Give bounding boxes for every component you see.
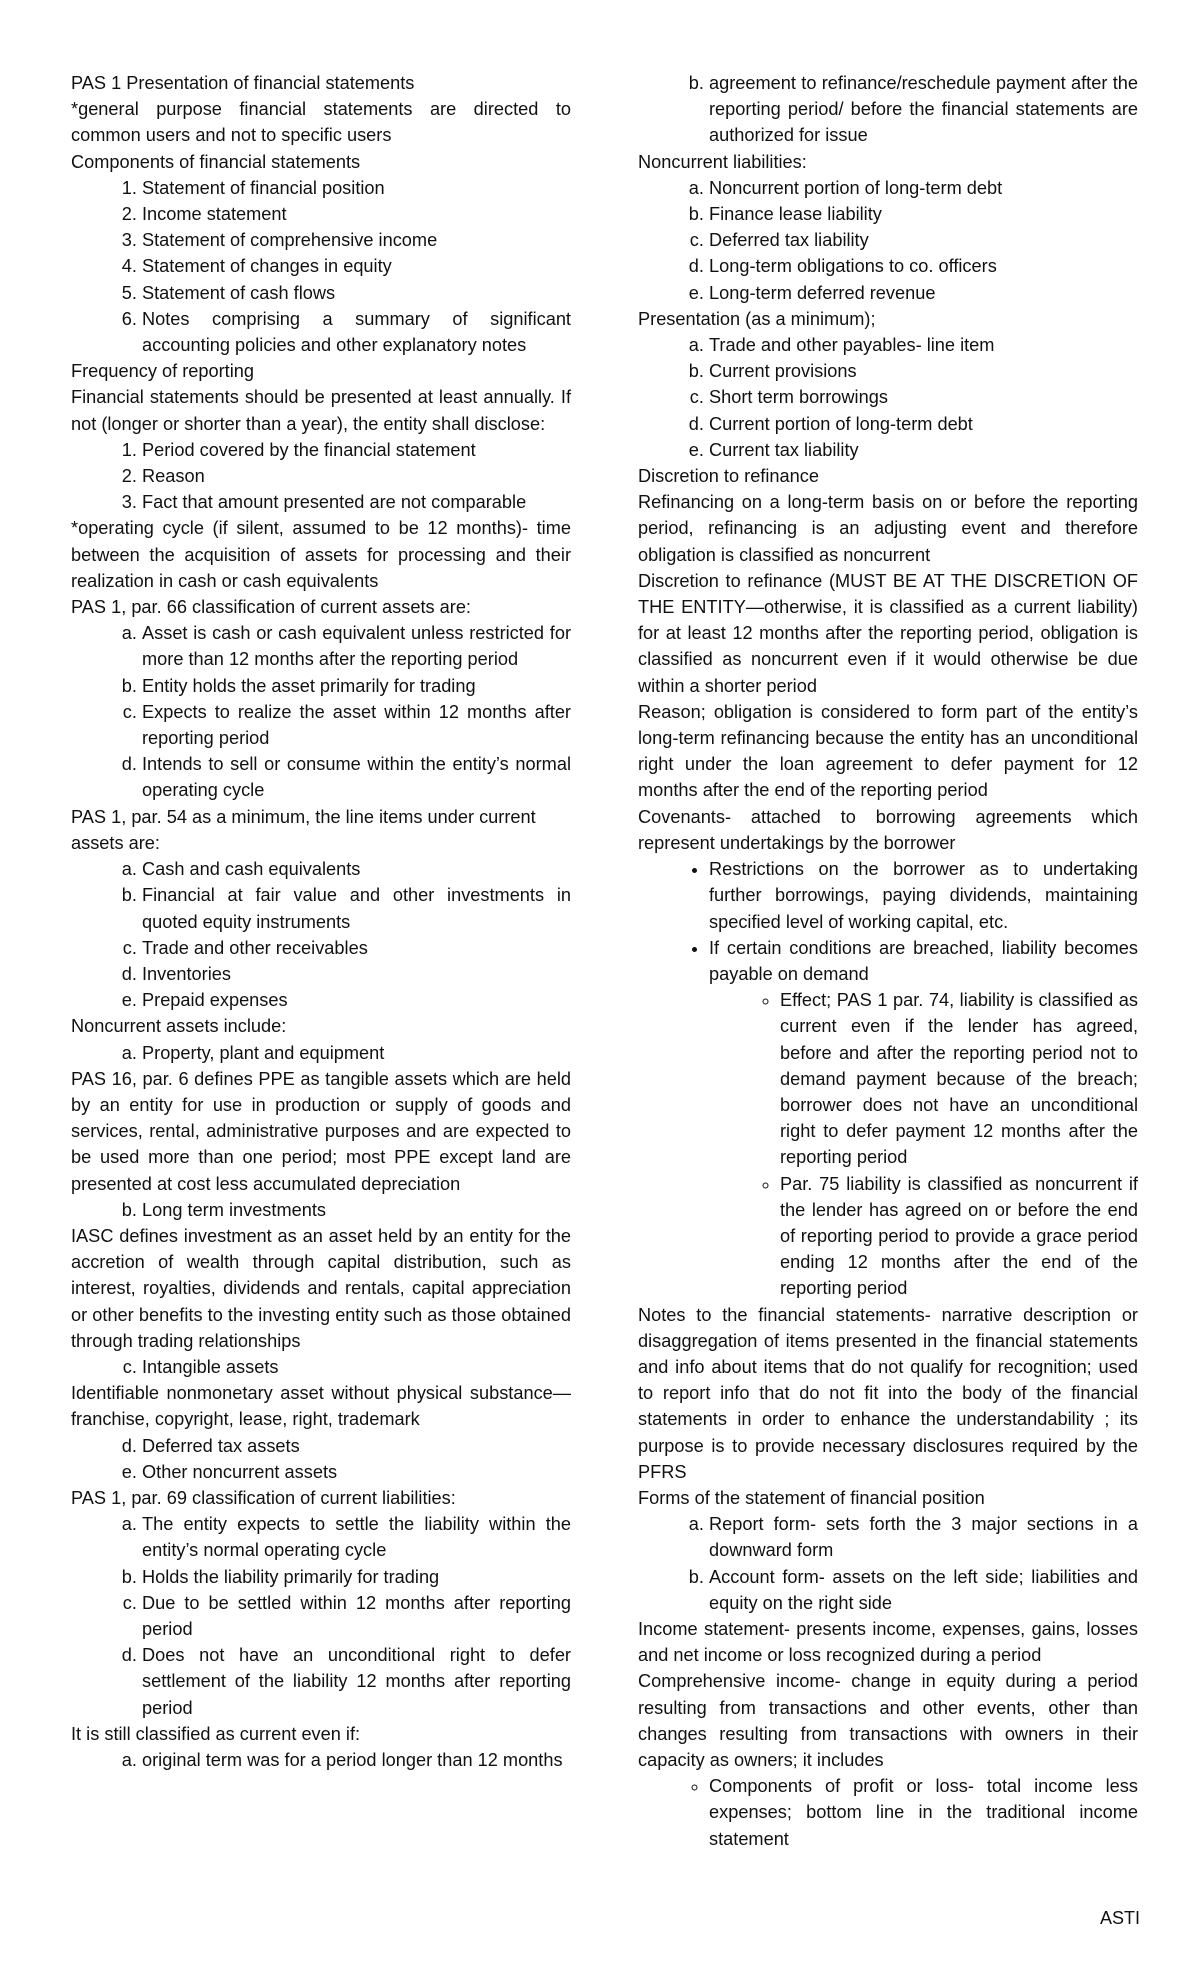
list-item: 3. Statement of comprehensive income: [142, 227, 571, 253]
list-item: e. Current tax liability: [709, 437, 1138, 463]
list-item: c. Due to be settled within 12 months after reporting period: [142, 1590, 571, 1642]
general-purpose-note: *general purpose financial statements are directed to common users and not to specific users: [71, 99, 571, 146]
list-item: b. Finance lease liability: [709, 201, 1138, 227]
still-current-list-cont: [638, 70, 1138, 149]
presentation-heading: Presentation (as a minimum);: [638, 308, 876, 329]
noncurrent-list-c: [71, 1354, 571, 1380]
list-item: 1. Period covered by the financial statement: [142, 437, 571, 463]
footer-label: ASTI: [1099, 1908, 1140, 1928]
list-item: 3. Fact that amount presented are not comparable: [142, 489, 571, 515]
intangible-definition: Identifiable nonmonetary asset without physical substance—franchise, copyright, lease, right, trademark: [71, 1383, 571, 1430]
list-item: a. Noncurrent portion of long-term debt: [709, 175, 1138, 201]
list-item: b. Current provisions: [709, 358, 1138, 384]
list-item: c. Short term borrowings: [709, 384, 1138, 410]
noncurrent-assets-heading: Noncurrent assets include:: [71, 1016, 287, 1037]
list-item: d. Long-term obligations to co. officers: [709, 253, 1138, 279]
list-item: d. Inventories: [142, 961, 571, 987]
discretion-paragraph: Discretion to refinance (MUST BE AT THE DISCRETION OF THE ENTITY—otherwise, it is classified as a current liability) for at least 12 months after the reporting period, obligation is classified as noncurrent even if it would otherwise be due within a shorter period: [638, 570, 1138, 696]
list-item: b. Account form- assets on the left side; liabilities and equity on the right side: [709, 1564, 1138, 1616]
comprehensive-income-paragraph: Comprehensive income- change in equity during a period resulting from transactions and other events, other than changes resulting from transactions with owners in their capacity as owners; it includes: [638, 1671, 1138, 1770]
presentation-list: [638, 332, 1138, 463]
noncurrent-liabilities-heading: Noncurrent liabilities:: [638, 151, 807, 172]
list-item: e. Long-term deferred revenue: [709, 280, 1138, 306]
left-column: [71, 70, 571, 1773]
list-item: c. Intangible assets: [142, 1354, 571, 1380]
par69-heading: PAS 1, par. 69 classification of current liabilities:: [71, 1487, 456, 1508]
frequency-list: [71, 437, 571, 516]
income-statement-paragraph: Income statement- presents income, expenses, gains, losses and net income or loss recognized during a period: [638, 1618, 1138, 1666]
par66-heading: PAS 1, par. 66 classification of current assets are:: [71, 597, 471, 618]
forms-list: [638, 1511, 1138, 1616]
refinancing-paragraph: Refinancing on a long-term basis on or before the reporting period, refinancing is an adjusting event and therefore obligation is classified as noncurrent: [638, 492, 1138, 565]
components-heading: Components of financial statements: [71, 151, 361, 172]
list-item: a. original term was for a period longer than 12 months: [142, 1747, 571, 1773]
list-item: e. Prepaid expenses: [142, 987, 571, 1013]
list-item: c. Trade and other receivables: [142, 935, 571, 961]
list-item: 5. Statement of cash flows: [142, 280, 571, 306]
list-item: d. Current portion of long-term debt: [709, 411, 1138, 437]
list-item: b. agreement to refinance/reschedule payment after the reporting period/ before the financial statements are authorized for issue: [709, 70, 1138, 149]
par54-heading: PAS 1, par. 54 as a minimum, the line items under current assets are:: [71, 806, 536, 853]
covenants-paragraph: Covenants- attached to borrowing agreements which represent undertakings by the borrower: [638, 806, 1138, 853]
list-item: d. Deferred tax assets: [142, 1433, 571, 1459]
iasc-definition: IASC defines investment as an asset held by an entity for the accretion of wealth through capital distribution, such as interest, royalties, dividends and rentals, capital appreciation or other benefits to the investing entity such as those obtained through trading relationships: [71, 1225, 571, 1351]
list-item: 2. Reason: [142, 463, 571, 489]
list-item: • If certain conditions are breached, liability becomes payable on demand: [709, 935, 1138, 987]
par54-list: [71, 856, 571, 1013]
par69-list: [71, 1511, 571, 1721]
list-item: d. Does not have an unconditional right to defer settlement of the liability 12 months after reporting period: [142, 1642, 571, 1721]
list-item: ◦ Effect; PAS 1 par. 74, liability is classified as current even if the lender has agreed, before and after the reporting period not to demand payment because of the breach; borrower does not have an unconditional right to defer payment 12 months after the reporting period: [780, 987, 1138, 1170]
list-item: 6. Notes comprising a summary of significant accounting policies and other explanatory notes: [142, 306, 571, 358]
right-column: [638, 70, 1138, 1852]
frequency-heading: Frequency of reporting: [71, 361, 254, 382]
notes-paragraph: Notes to the financial statements- narrative description or disaggregation of items presented in the financial statements and info about items that do not qualify for recognition; used to report info that do not fit into the body of the financial statements in order to enhance the understandability ; its purpose is to provide necessary disclosures required by the PFRS: [638, 1304, 1138, 1482]
list-item: a. Trade and other payables- line item: [709, 332, 1138, 358]
noncurrent-list-b: [71, 1197, 571, 1223]
components-list: [71, 175, 571, 358]
list-item: a. Asset is cash or cash equivalent unless restricted for more than 12 months after the reporting period: [142, 620, 571, 672]
document-title: PAS 1 Presentation of financial statements: [71, 73, 415, 93]
list-item: e. Other noncurrent assets: [142, 1459, 571, 1485]
noncurrent-liabilities-list: [638, 175, 1138, 306]
noncurrent-list-a: [71, 1040, 571, 1066]
reason-paragraph: Reason; obligation is considered to form part of the entity’s long-term refinancing because the entity has an unconditional right under the loan agreement to defer payment for 12 months after the end of the reporting period: [638, 701, 1138, 801]
list-item: c. Deferred tax liability: [709, 227, 1138, 253]
still-current-list: [71, 1747, 571, 1773]
list-item: a. Cash and cash equivalents: [142, 856, 571, 882]
pas16-definition: PAS 16, par. 6 defines PPE as tangible assets which are held by an entity for use in production or supply of goods and services, rental, administrative purposes and are expected to be used more than one period; most PPE except land are presented at cost less accumulated depreciation: [71, 1068, 571, 1194]
list-item: b. Long term investments: [142, 1197, 571, 1223]
list-item: a. Property, plant and equipment: [142, 1040, 571, 1066]
list-item: 4. Statement of changes in equity: [142, 253, 571, 279]
covenant-sub-bullets: [638, 987, 1138, 1301]
covenant-bullets: [638, 856, 1138, 987]
list-item: b. Financial at fair value and other investments in quoted equity instruments: [142, 882, 571, 934]
still-current-heading: It is still classified as current even if:: [71, 1723, 361, 1744]
list-item: ◦ Par. 75 liability is classified as noncurrent if the lender has agreed on or before the end of reporting period to provide a grace period ending 12 months after the end of the reporting period: [780, 1171, 1138, 1302]
par66-list: [71, 620, 571, 803]
list-item: a. Report form- sets forth the 3 major sections in a downward form: [709, 1511, 1138, 1563]
list-item: b. Entity holds the asset primarily for trading: [142, 673, 571, 699]
list-item: ◦ Components of profit or loss- total income less expenses; bottom line in the traditional income statement: [709, 1773, 1138, 1852]
forms-heading: Forms of the statement of financial position: [638, 1487, 985, 1508]
list-item: b. Holds the liability primarily for trading: [142, 1564, 571, 1590]
noncurrent-list-de: [71, 1433, 571, 1485]
list-item: a. The entity expects to settle the liability within the entity’s normal operating cycle: [142, 1511, 571, 1563]
discretion-heading: Discretion to refinance: [638, 466, 819, 487]
operating-cycle-note: *operating cycle (if silent, assumed to be 12 months)- time between the acquisition of assets for processing and their realization in cash or cash equivalents: [71, 518, 571, 591]
list-item: d. Intends to sell or consume within the entity’s normal operating cycle: [142, 751, 571, 803]
list-item: 1. Statement of financial position: [142, 175, 571, 201]
frequency-text: Financial statements should be presented at least annually. If not (longer or shorter than a year), the entity shall disclose:: [71, 387, 571, 434]
comprehensive-income-list: [638, 1773, 1138, 1852]
list-item: • Restrictions on the borrower as to undertaking further borrowings, paying dividends, maintaining specified level of working capital, etc.: [709, 856, 1138, 935]
list-item: c. Expects to realize the asset within 12 months after reporting period: [142, 699, 571, 751]
list-item: 2. Income statement: [142, 201, 571, 227]
